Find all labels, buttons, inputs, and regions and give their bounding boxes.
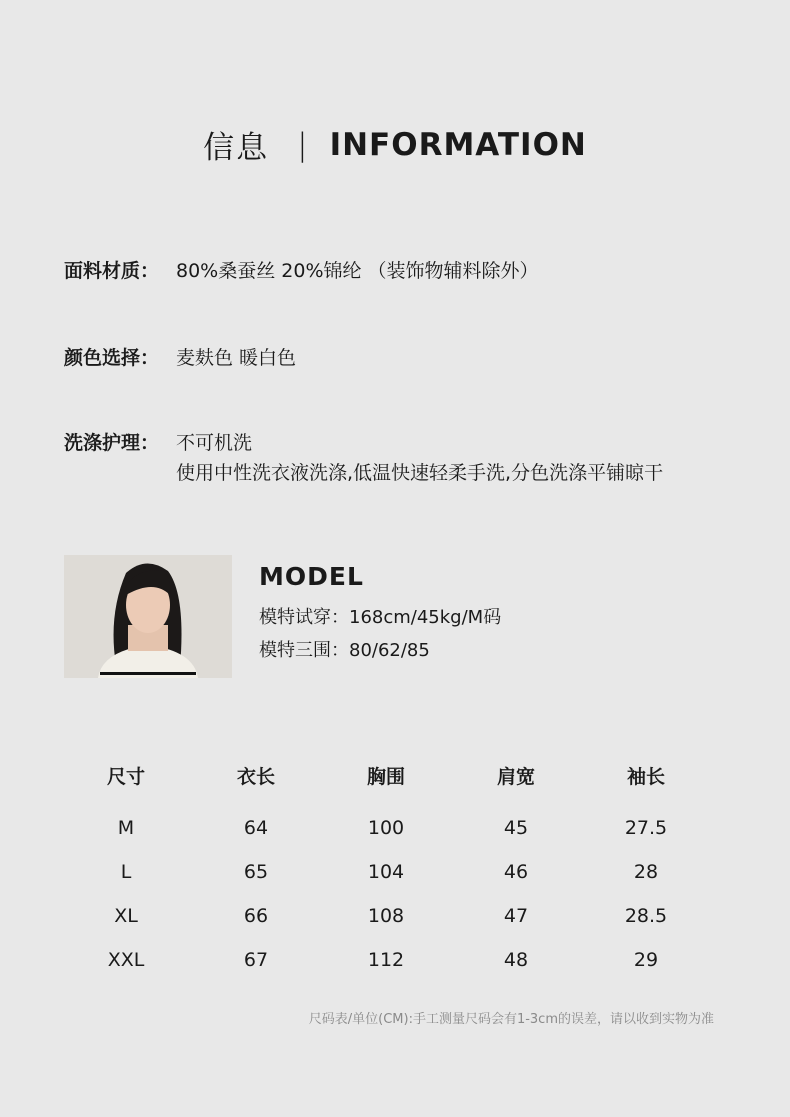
table-row xyxy=(61,894,711,938)
table-cell: 29 xyxy=(633,949,659,971)
table-cell: 27.5 xyxy=(624,817,668,839)
table-cell: 104 xyxy=(367,861,405,883)
header-title-en: INFORMATION xyxy=(329,126,587,163)
header-size: 尺寸 xyxy=(106,765,145,788)
header-title-cn: 信息 xyxy=(203,130,270,166)
header-bust: 胸围 xyxy=(366,765,405,788)
size-footnote: 尺码表/单位(CM):手工测量尺码会有1-3cm的误差，请以收到实物为准 xyxy=(308,1012,714,1027)
header-length: 衣长 xyxy=(236,765,275,788)
care-row xyxy=(64,428,663,488)
table-cell: 64 xyxy=(243,817,269,839)
table-cell: 108 xyxy=(367,905,405,927)
table-row xyxy=(61,792,711,850)
color-label: 颜色选择： xyxy=(64,347,160,369)
section-header xyxy=(0,122,790,167)
care-line-2: 使用中性洗衣液洗涤,低温快速轻柔手洗,分色洗涤平铺晾干 xyxy=(176,462,664,484)
table-cell: 67 xyxy=(243,949,269,971)
color-value: 麦麸色 暖白色 xyxy=(176,347,297,369)
fabric-label: 面料材质： xyxy=(64,260,160,282)
table-cell: 45 xyxy=(503,817,529,839)
care-line-1: 不可机洗 xyxy=(176,432,253,454)
fabric-row xyxy=(64,256,539,286)
header-sleeve: 袖长 xyxy=(626,765,665,788)
size-table xyxy=(61,758,711,982)
table-cell: 112 xyxy=(367,949,405,971)
model-photo xyxy=(64,555,232,678)
table-cell: 48 xyxy=(503,949,529,971)
size-table-header xyxy=(61,758,711,792)
model-title: MODEL xyxy=(259,562,364,591)
table-cell: L xyxy=(120,861,132,883)
table-cell: 65 xyxy=(243,861,269,883)
care-values xyxy=(176,428,663,488)
color-row xyxy=(64,343,296,373)
table-cell: M xyxy=(117,817,135,839)
table-cell: XXL xyxy=(107,949,145,971)
table-row xyxy=(61,938,711,982)
header-separator: | xyxy=(297,126,308,163)
table-cell: 100 xyxy=(367,817,405,839)
model-measurements: 模特三围：80/62/85 xyxy=(259,640,430,661)
table-cell: 28 xyxy=(633,861,659,883)
table-cell: 47 xyxy=(503,905,529,927)
fabric-value: 80%桑蚕丝 20%锦纶 （装饰物辅料除外） xyxy=(176,260,539,282)
table-row xyxy=(61,850,711,894)
table-cell: 46 xyxy=(503,861,529,883)
table-cell: 66 xyxy=(243,905,269,927)
care-label: 洗涤护理： xyxy=(64,432,160,454)
table-cell: 28.5 xyxy=(624,905,668,927)
table-cell: XL xyxy=(114,905,138,927)
model-fitting: 模特试穿：168cm/45kg/M码 xyxy=(259,607,502,628)
header-shoulder: 肩宽 xyxy=(496,765,535,788)
